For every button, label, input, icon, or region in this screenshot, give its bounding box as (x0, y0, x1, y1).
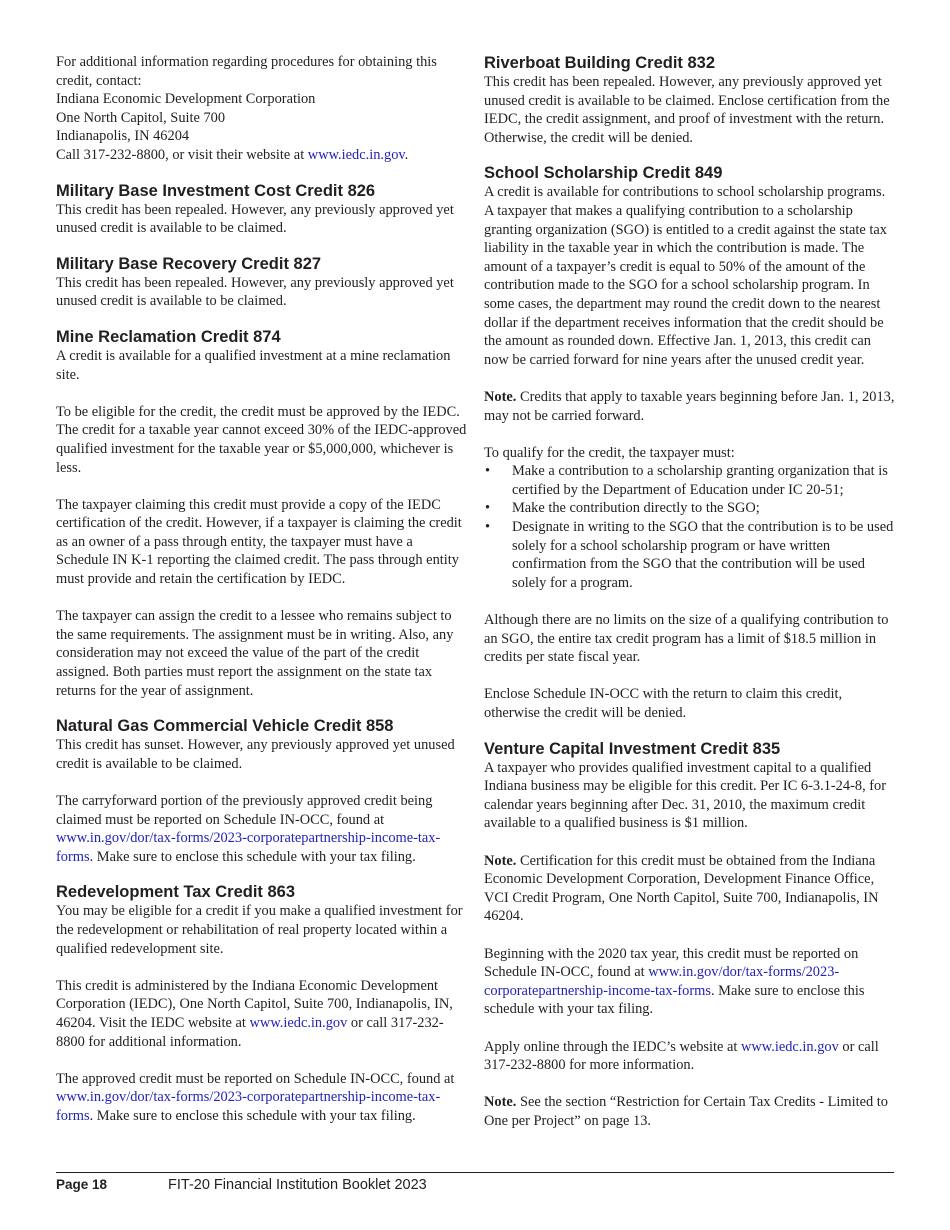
contact-city: Indianapolis, IN 46204 (56, 128, 190, 145)
section-heading: Venture Capital Investment Credit 835 (484, 739, 781, 758)
list-item: • Make a contribution to a scholarship granting organization that is certified by the Department of Education under IC 20-51; (485, 463, 888, 498)
paragraph: You may be eligible for a credit if you make a qualified investment for the redevelopment or rehabilitation of real property located within a qualified redevelopment site. (56, 903, 463, 957)
paragraph: A credit is available for contributions to school scholarship programs. A taxpayer that makes a qualifying contribution to a scholarship granting organization (SGO) is entitled to a credit against the state tax liability in the taxable year in which the contribution is made. The amount of a taxpayer’s credit is equal to 50% of the amount of the contribution made to the SGO for a school scholarship program. In some cases, the department may round the credit down to the nearest dollar if the department receives information that the credit should be the amount as rounded down. Effective Jan. 1, 2013, this credit can now be carried forward for nine years after the unused credit year. (484, 184, 887, 368)
section-heading: Military Base Recovery Credit 827 (56, 254, 322, 273)
paragraph: Although there are no limits on the size of a qualifying contribution to an SGO, the entire tax credit program has a limit of $18.5 million in credits per state fiscal year. (484, 612, 889, 666)
dor-forms-link[interactable]: www.in.gov/dor/tax-forms/2023-corporatepartnership-income-tax-forms (56, 1089, 441, 1124)
paragraph: This credit has sunset. However, any previously approved yet unused credit is available to be claimed. (56, 737, 455, 772)
paragraph: To qualify for the credit, the taxpayer must: (484, 444, 735, 461)
section-heading: Mine Reclamation Credit 874 (56, 327, 281, 346)
dor-forms-link[interactable]: www.in.gov/dor/tax-forms/2023-corporatepartnership-income-tax-forms (484, 964, 840, 999)
natural-gas-section (56, 716, 468, 866)
note: Note. Credits that apply to taxable years beginning before Jan. 1, 2013, may not be carried forward. (484, 388, 895, 424)
paragraph: Beginning with the 2020 tax year, this credit must be reported on Schedule IN-OCC, found at www.in.gov/dor/tax-forms/2023-corporatepartnership-income-tax-forms. Make sure to enclose this schedule with your tax filing. (484, 945, 865, 1018)
qualification-list (484, 462, 896, 592)
paragraph: This credit is administered by the Indiana Economic Development Corporation (IEDC), One North Capitol, Suite 700, Indianapolis, IN, 46204. Visit the IEDC website at www.iedc.in.gov or call 317-232-8800 for additional information. (56, 977, 453, 1050)
paragraph: The taxpayer can assign the credit to a lessee who remains subject to the same requirements. The assignment must be in writing. Also, any consideration may not exceed the value of the part of the credit assigned. Both parties must report the assignment on the state tax returns for the year of assignment. (56, 608, 454, 699)
school-scholarship-section (484, 163, 896, 722)
paragraph: A credit is available for a qualified investment at a mine reclamation site. (56, 347, 451, 383)
paragraph: The taxpayer claiming this credit must provide a copy of the IEDC certification of the credit. However, if a taxpayer is claiming the credit as an owner of a pass through entity, the taxpayer must have a Schedule IN K-1 reporting the claimed credit. The pass through entity must provide and retain the certification by IEDC. (56, 496, 462, 588)
paragraph: The approved credit must be reported on Schedule IN-OCC, found at www.in.gov/dor/tax-forms/2023-corporatepartnership-income-tax-forms. Make sure to enclose this schedule with your tax filing. (56, 1070, 455, 1124)
venture-capital-section (484, 739, 896, 1131)
paragraph: Enclose Schedule IN-OCC with the return to claim this credit, otherwise the credit will be denied. (484, 686, 843, 721)
paragraph: This credit has been repealed. However, any previously approved yet unused credit is available to be claimed. (56, 201, 454, 237)
iedc-link[interactable]: www.iedc.in.gov (249, 1014, 348, 1031)
note: Note. Certification for this credit must be obtained from the Indiana Economic Development Corporation, Development Finance Office, VCI Credit Program, One North Capitol, Suite 700, Indianapolis, IN 46204. (484, 852, 879, 925)
list-item: • Designate in writing to the SGO that the contribution is to be used solely for a school scholarship program or have written confirmation from the SGO that the contribution will be used solely for a program. (485, 519, 894, 591)
contact-org: Indiana Economic Development Corporation (56, 91, 316, 108)
mine-reclamation-section (56, 327, 468, 700)
riverboat-section (484, 53, 896, 147)
iedc-link[interactable]: www.iedc.in.gov (307, 146, 405, 163)
military-investment-section (56, 181, 468, 238)
paragraph: A taxpayer who provides qualified investment capital to a qualified Indiana business may be eligible for this credit. Per IC 6-3.1-24-8, for calendar years beginning after Dec. 31, 2010, the maximum credit available to a qualified business is $1 million. (484, 759, 887, 832)
booklet-title: FIT-20 Financial Institution Booklet 2023 (168, 1177, 427, 1193)
section-heading: Military Base Investment Cost Credit 826 (56, 181, 376, 200)
paragraph: The carryforward portion of the previously approved credit being claimed must be reported on Schedule IN-OCC, found at www.in.gov/dor/tax-forms/2023-corporatepartnership-income-tax-forms. Make sure to enclose this schedule with your tax filing. (56, 793, 441, 865)
section-heading: Redevelopment Tax Credit 863 (56, 883, 296, 902)
section-heading: Riverboat Building Credit 832 (484, 54, 716, 72)
note: Note. See the section “Restriction for Certain Tax Credits - Limited to One per Project” on page 13. (484, 1094, 888, 1129)
page-number: Page 18 (56, 1177, 108, 1192)
section-heading: Natural Gas Commercial Vehicle Credit 858 (56, 717, 394, 736)
contact-section (56, 53, 468, 165)
paragraph: This credit has been repealed. However, any previously approved yet unused credit is available to be claimed. Enclose certification from the IEDC, the credit assignment, and proof of investment with the return. Otherwise, the credit will be denied. (484, 74, 890, 146)
military-recovery-section (56, 254, 468, 311)
list-item: • Make the contribution directly to the SGO; (485, 500, 760, 517)
footer-divider (56, 1172, 894, 1173)
redevelopment-section (56, 882, 468, 1125)
contact-intro: For additional information regarding procedures for obtaining this credit, contact: (56, 54, 437, 89)
paragraph: To be eligible for the credit, the credit must be approved by the IEDC. The credit for a taxable year cannot exceed 30% of the IEDC-approved qualified investment for the taxable year or $5,000,000, whichever is less. (56, 403, 467, 476)
right-column (484, 53, 896, 1130)
left-column (56, 53, 468, 1126)
contact-street: One North Capitol, Suite 700 (56, 109, 226, 126)
contact-call: Call 317-232-8800, or visit their website at www.iedc.in.gov. (56, 146, 409, 163)
dor-forms-link[interactable]: www.in.gov/dor/tax-forms/2023-corporatepartnership-income-tax-forms (56, 830, 441, 865)
paragraph: Apply online through the IEDC’s website at www.iedc.in.gov or call 317-232-8800 for more information. (484, 1038, 879, 1074)
iedc-link[interactable]: www.iedc.in.gov (741, 1038, 839, 1055)
section-heading: School Scholarship Credit 849 (484, 164, 723, 183)
paragraph: This credit has been repealed. However, any previously approved yet unused credit is available to be claimed. (56, 274, 454, 310)
